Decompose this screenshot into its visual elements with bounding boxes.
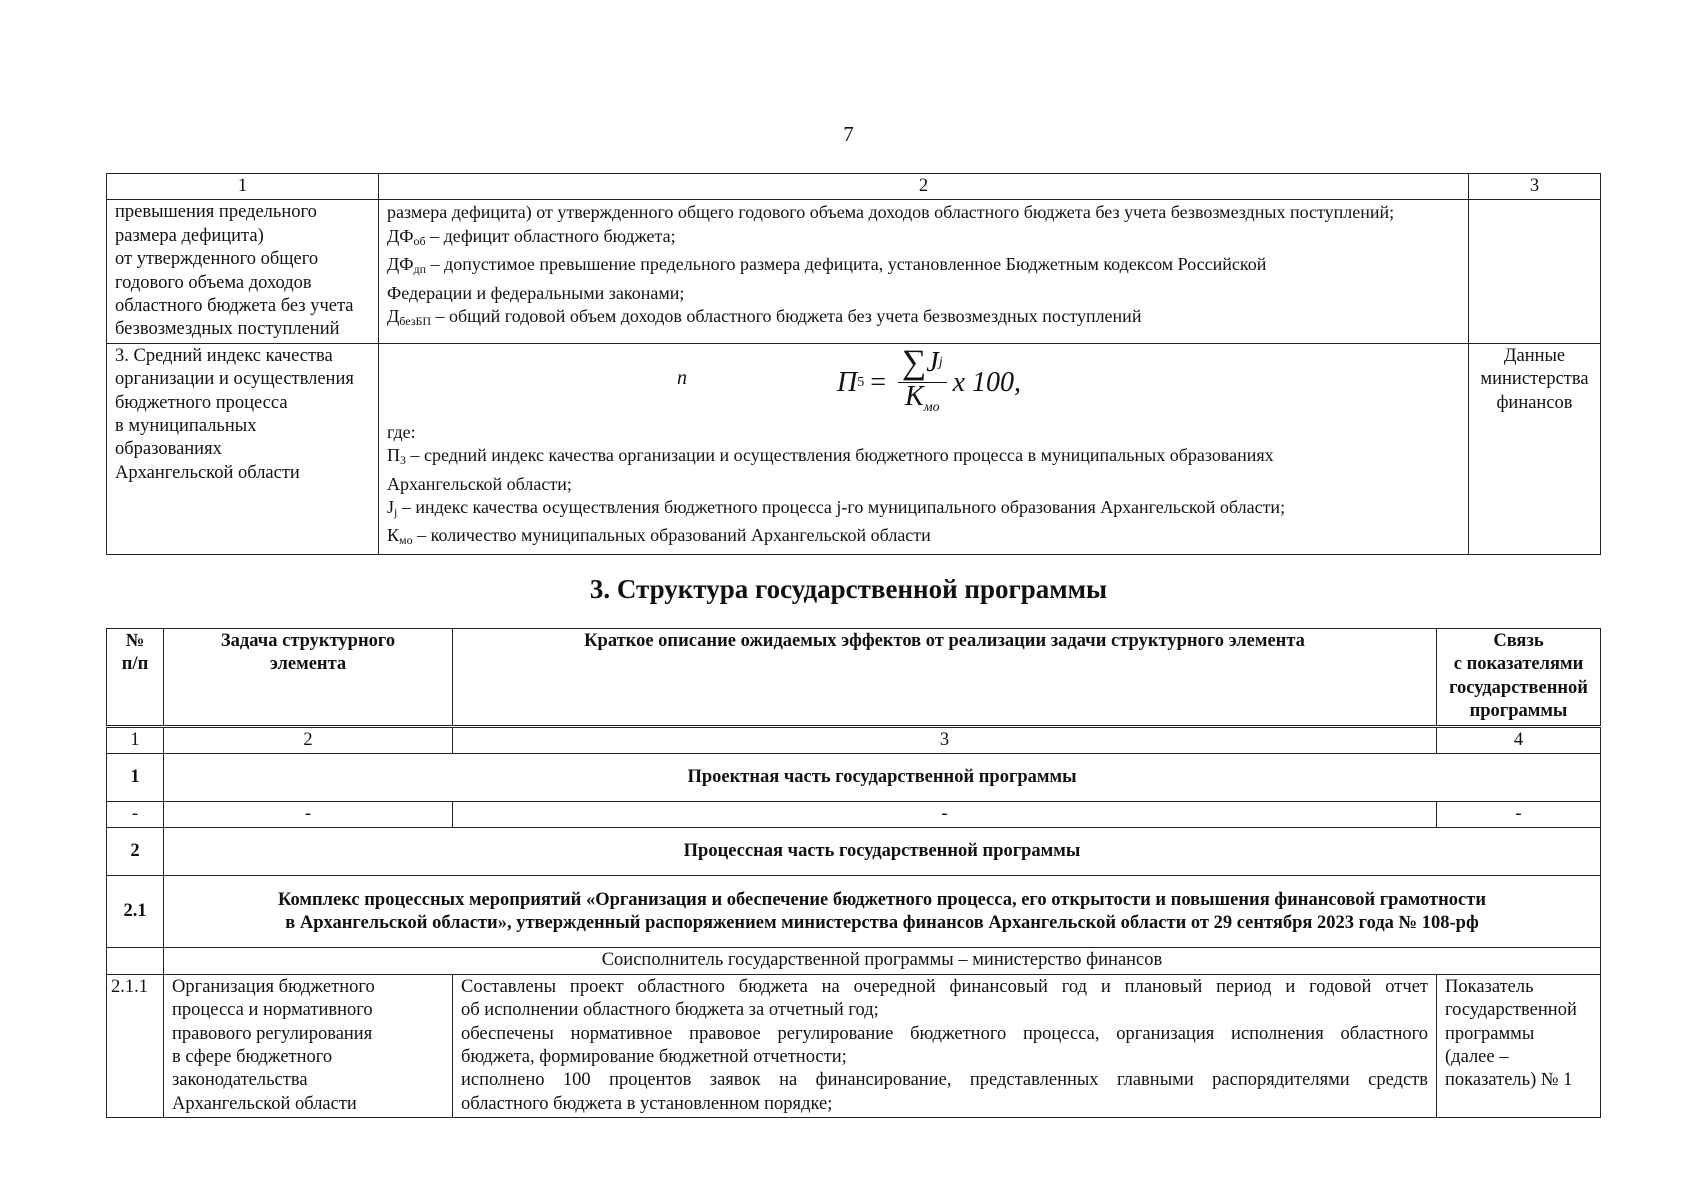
column-number: 3: [453, 726, 1437, 753]
indicator-source: [1469, 200, 1601, 343]
header-link: Связь с показателями государственной программы: [1437, 629, 1601, 727]
section-row-project: [107, 754, 1601, 802]
indicator-method: п П 5 = ∑ J j $K_{мо}$ x 100, где: П3 – средний индекс качества организации и осуществления бюджетного процесса в муниципальных образованиях Архангельской области; Jj – индекс качества осуществления бюджетного процесса j-го муниципального образования Архангельской области; Кмо – количество муниципальных образований Архангельской области: [379, 343, 1469, 554]
table-header-row: [107, 629, 1601, 727]
indicator-row: [107, 343, 1601, 554]
sum-symbol: ∑: [902, 344, 927, 382]
complex-title: Комплекс процессных мероприятий «Организация и обеспечение бюджетного процесса, его открытости и повышения финансовой грамотности в Архангельской области», утвержденный распоряжением министерства финансов Архангельской области от 29 сентября 2023 года № 108-рф: [164, 876, 1601, 948]
task-name: Организация бюджетного процесса и нормативного правового регулирования в сфере бюджетного законодательства Архангельской области: [164, 974, 453, 1117]
coexecutor-text: Соисполнитель государственной программы – министерство финансов: [164, 948, 1601, 974]
formula-fraction: ∑ J j $K_{мо}$: [898, 346, 947, 419]
formula-stray-mark: п: [677, 366, 687, 389]
column-number: 4: [1437, 726, 1601, 753]
task-indicator-link: Показатель государственной программы (далее – показатель) № 1: [1437, 974, 1601, 1117]
dash-cell: -: [107, 802, 164, 828]
indicator-method: размера дефицита) от утвержденного общего годового объема доходов областного бюджета без учета безвозмездных поступлений; ДФоб – дефицит областного бюджета; ДФдп – допустимое превышение предельного размера дефицита, установленное Бюджетным кодексом Российской Федерации и федеральными законами; ДбезБП – общий годовой объем доходов областного бюджета без учета безвозмездных поступлений: [379, 200, 1469, 343]
header-number: № п/п: [107, 629, 164, 727]
page-number: 7: [843, 122, 854, 146]
row-number: 1: [107, 754, 164, 802]
dash-row: [107, 802, 1601, 828]
indicator-name: 3. Средний индекс качества организации и осуществления бюджетного процесса в муниципальных образованиях Архангельской области: [107, 343, 379, 554]
row-number: 2.1: [107, 876, 164, 948]
column-number: 2: [164, 726, 453, 753]
column-number: 1: [107, 726, 164, 753]
task-row: [107, 974, 1601, 1117]
section-title: Проектная часть государственной программы: [164, 754, 1601, 802]
task-description: Составлены проект областного бюджета на очередной финансовый год и плановый период и годовой отчет об исполнении областного бюджета за отчетный год; обеспечены нормативное правовое регулирование бюджетного процесса, организация исполнения областного бюджета, формирование бюджетной отчетности; исполнено 100 процентов заявок на финансирование, представленных главными распорядителями средств областного бюджета в установленном порядке;: [453, 974, 1437, 1117]
indicator-source: Данные министерства финансов: [1469, 343, 1601, 554]
column-number: 1: [107, 174, 379, 200]
column-number-row: [107, 726, 1601, 753]
indicators-table: [106, 173, 1601, 555]
row-number: 2.1.1: [107, 974, 164, 1117]
indicator-row: [107, 200, 1601, 343]
formula-expression: П 5 = ∑ J j $K_{мо}$ x 100,: [837, 345, 1021, 421]
program-structure-table: [106, 628, 1601, 1118]
section-title: Процессная часть государственной программы: [164, 828, 1601, 876]
column-number: 3: [1469, 174, 1601, 200]
indicator-name: превышения предельного размера дефицита) от утвержденного общего годового объема доходов областного бюджета без учета безвозмездных поступлений: [107, 200, 379, 343]
formula: [387, 345, 1460, 421]
column-number: 2: [379, 174, 1469, 200]
header-description: Краткое описание ожидаемых эффектов от реализации задачи структурного элемента: [453, 629, 1437, 727]
dash-cell: -: [1437, 802, 1601, 828]
dash-cell: -: [453, 802, 1437, 828]
row-number: 2: [107, 828, 164, 876]
coexecutor-row: [107, 948, 1601, 974]
complex-row: [107, 876, 1601, 948]
section-row-process: [107, 828, 1601, 876]
header-task: Задача структурного элемента: [164, 629, 453, 727]
column-number-row: [107, 174, 1601, 200]
section-heading: 3. Структура государственной программы: [589, 574, 1108, 604]
dash-cell: -: [164, 802, 453, 828]
